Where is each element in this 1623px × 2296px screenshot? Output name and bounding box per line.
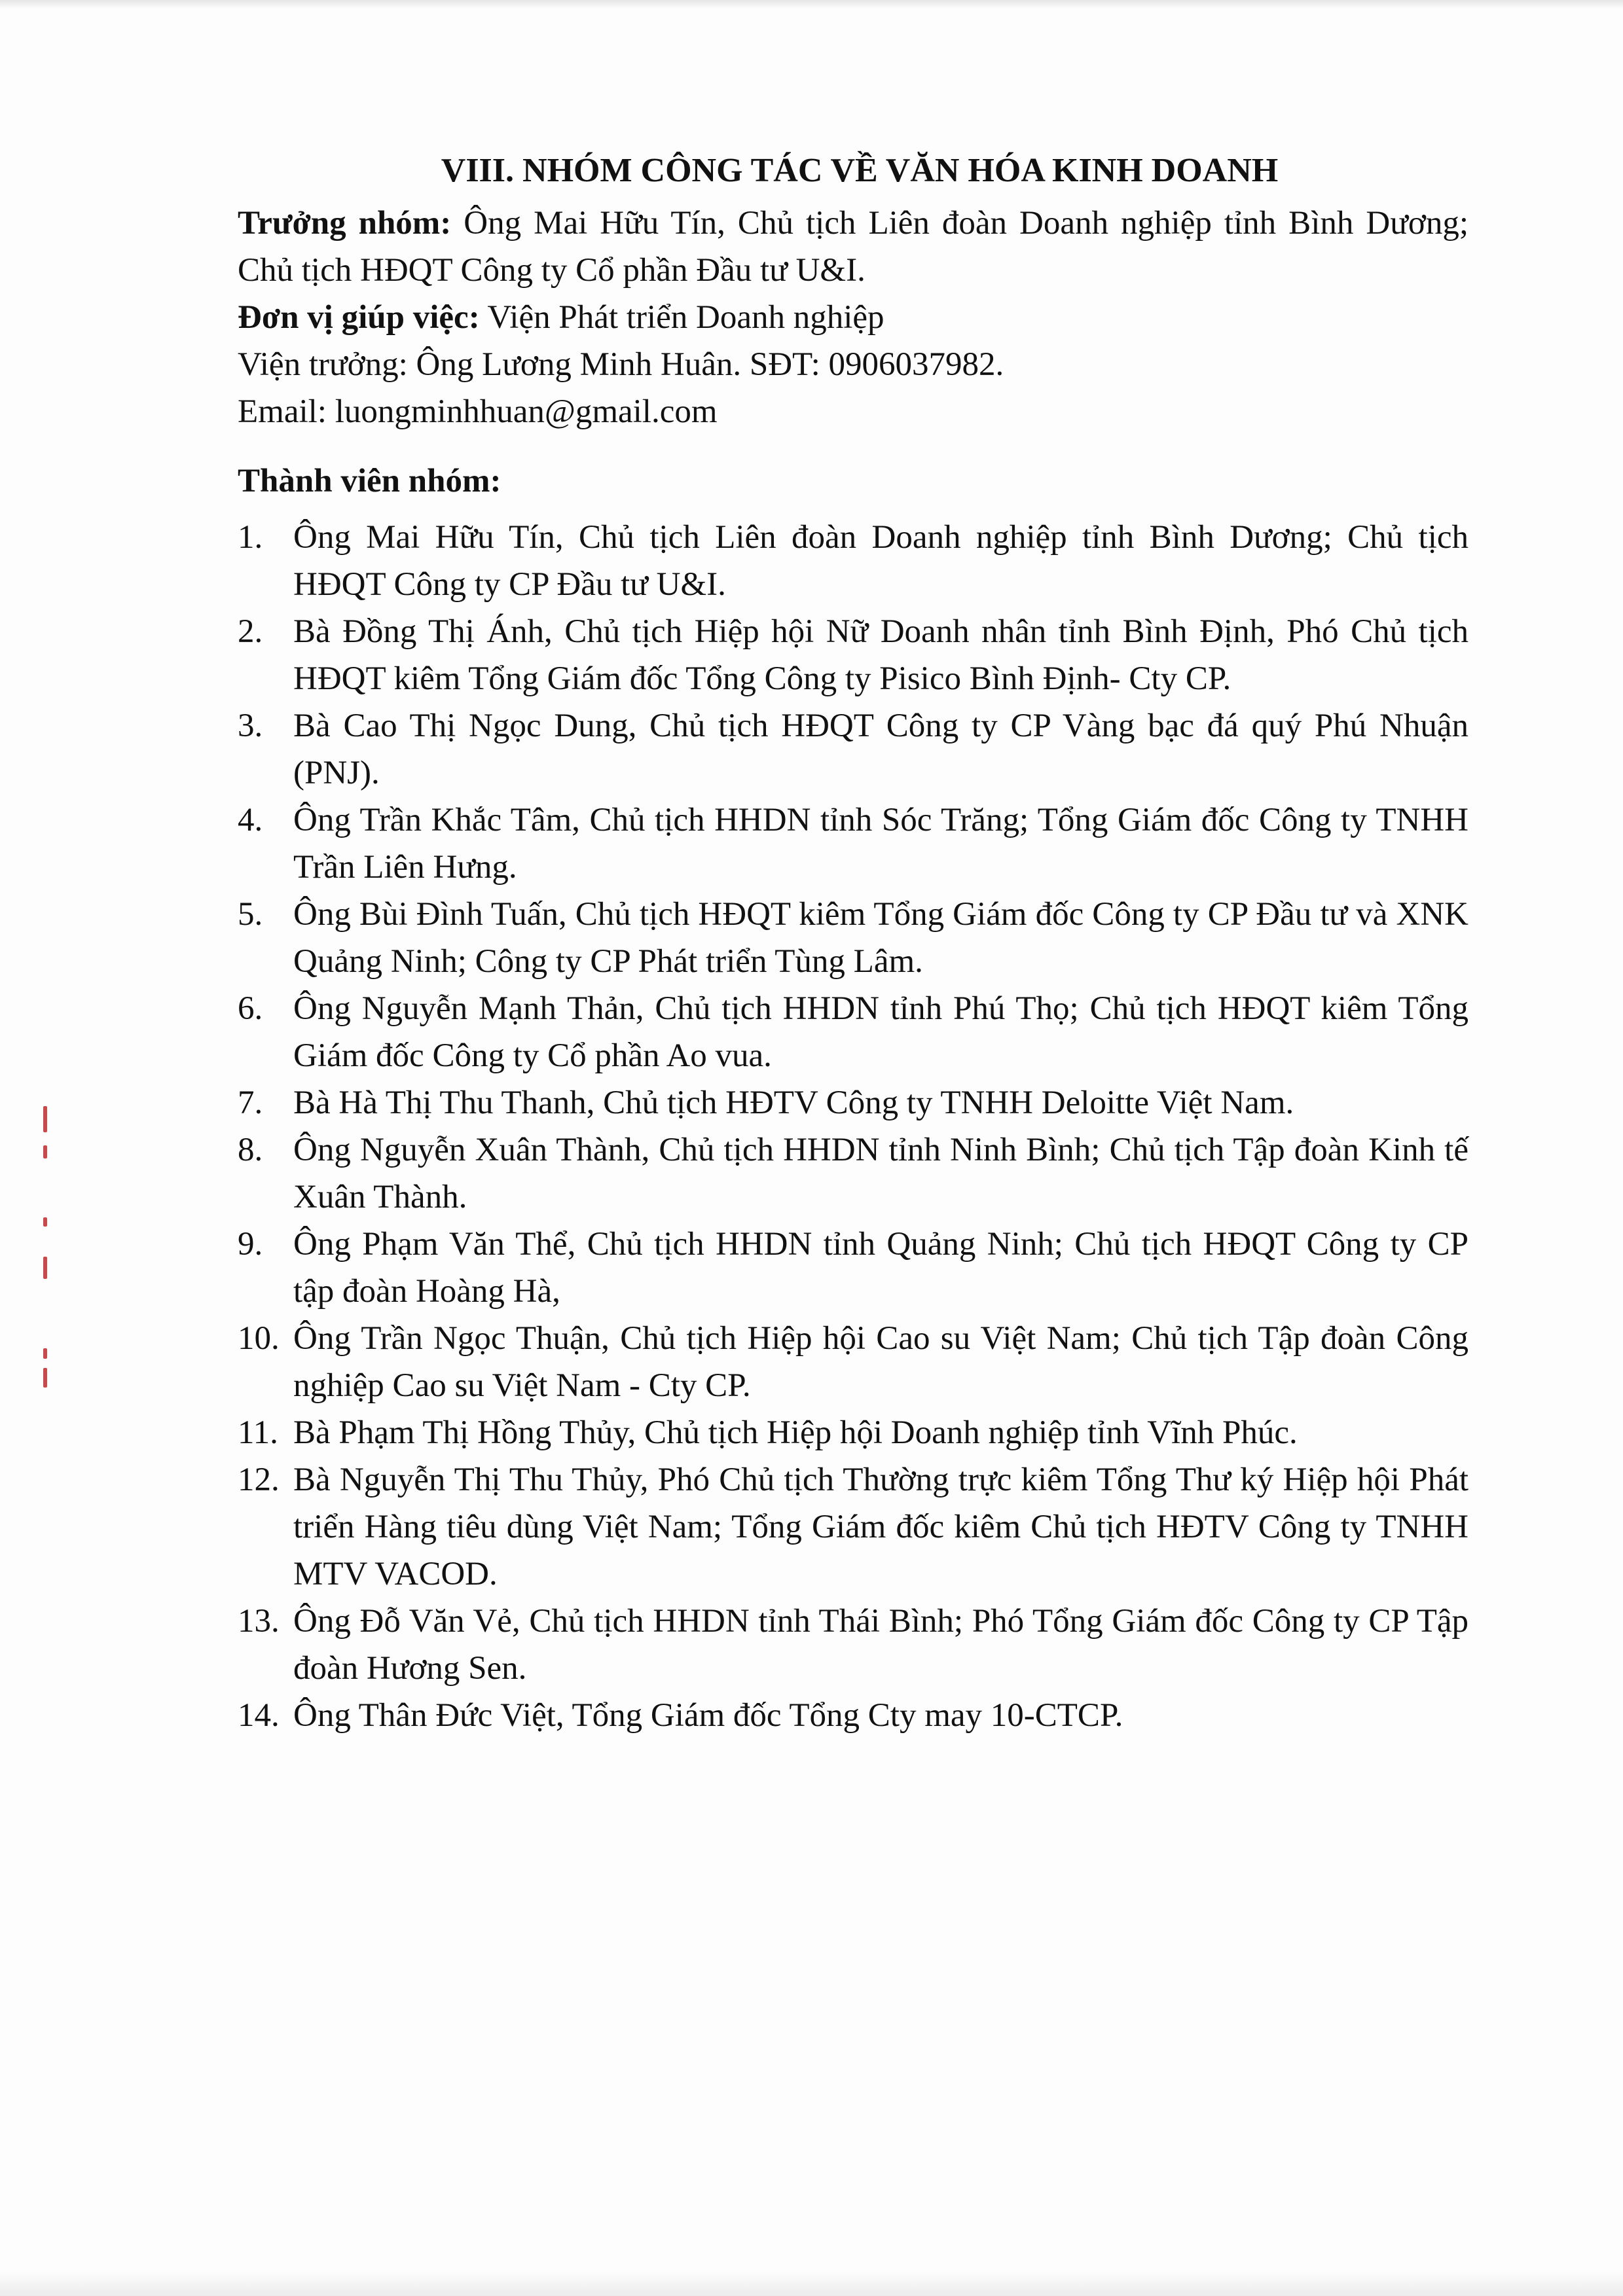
email-line: Email: luongminhhuan@gmail.com [238,393,718,430]
list-item-number: 8. [238,1132,263,1168]
list-item [238,797,1468,891]
list-item-number: 9. [238,1226,263,1263]
list-item-number: 5. [238,896,263,933]
list-item-text: Bà Phạm Thị Hồng Thủy, Chủ tịch Hiệp hội Doanh nghiệp tỉnh Vĩnh Phúc. [293,1414,1298,1451]
list-item-text: Ông Trần Ngọc Thuận, Chủ tịch Hiệp hội Cao su Việt Nam; Chủ tịch Tập đoàn Công nghiệp Cao su Việt Nam - Cty CP. [293,1320,1468,1404]
list-item [238,1456,1468,1598]
list-item-text: Bà Cao Thị Ngọc Dung, Chủ tịch HĐQT Công ty CP Vàng bạc đá quý Phú Nhuận (PNJ). [293,708,1468,791]
margin-mark [43,1106,47,1132]
list-item-number: 14. [238,1697,280,1734]
margin-mark [43,1217,47,1227]
list-item-number: 4. [238,802,263,838]
list-item-text: Bà Đồng Thị Ánh, Chủ tịch Hiệp hội Nữ Doanh nhân tỉnh Bình Định, Phó Chủ tịch HĐQT kiêm Tổng Giám đốc Tổng Công ty Pisico Bình Định- Cty CP. [293,613,1468,697]
list-item-text: Ông Trần Khắc Tâm, Chủ tịch HHDN tỉnh Sóc Trăng; Tổng Giám đốc Công ty TNHH Trần Liên Hưng. [293,802,1468,886]
list-item-number: 1. [238,519,263,556]
margin-mark [43,1145,47,1158]
leader-label: Trưởng nhóm: [238,205,452,242]
list-item-text: Ông Thân Đức Việt, Tổng Giám đốc Tổng Cty may 10-CTCP. [293,1697,1123,1734]
group-leader [238,200,1468,294]
list-item-number: 11. [238,1414,278,1451]
list-item [238,985,1468,1079]
list-item [238,1409,1468,1456]
list-item-number: 13. [238,1603,280,1640]
scan-edge-top [0,0,1623,9]
margin-mark [43,1257,47,1279]
margin-mark [43,1368,47,1388]
list-item-number: 2. [238,613,263,650]
list-item [238,891,1468,985]
director-line: Viện trưởng: Ông Lương Minh Huân. SĐT: 0906037982. [238,346,1004,383]
list-item-number: 7. [238,1085,263,1121]
list-item [238,514,1468,608]
margin-mark [43,1348,47,1359]
list-item-text: Ông Nguyễn Mạnh Thản, Chủ tịch HHDN tỉnh Phú Thọ; Chủ tịch HĐQT kiêm Tổng Giám đốc Công ty Cổ phần Ao vua. [293,990,1468,1074]
list-item [238,1598,1468,1692]
scan-edge-bottom [0,2271,1623,2296]
support-unit [238,294,1468,341]
list-item-number: 3. [238,708,263,744]
list-item-number: 12. [238,1462,280,1498]
list-item [238,608,1468,702]
list-item-text: Bà Nguyễn Thị Thu Thủy, Phó Chủ tịch Thường trực kiêm Tổng Thư ký Hiệp hội Phát triển Hàng tiêu dùng Việt Nam; Tổng Giám đốc kiêm Chủ tịch HĐTV Công ty TNHH MTV VACOD. [293,1462,1468,1592]
list-item [238,1315,1468,1409]
list-item-number: 10. [238,1320,280,1357]
list-item-text: Bà Hà Thị Thu Thanh, Chủ tịch HĐTV Công ty TNHH Deloitte Việt Nam. [293,1085,1294,1121]
members-list [238,514,1468,1739]
list-item [238,1692,1468,1739]
list-item-text: Ông Mai Hữu Tín, Chủ tịch Liên đoàn Doanh nghiệp tỉnh Bình Dương; Chủ tịch HĐQT Công ty CP Đầu tư U&I. [293,519,1468,603]
list-item [238,1126,1468,1221]
support-text: Viện Phát triển Doanh nghiệp [487,299,884,336]
margin-binding-marks [39,1106,59,1407]
list-item-text: Ông Bùi Đình Tuấn, Chủ tịch HĐQT kiêm Tổng Giám đốc Công ty CP Đầu tư và XNK Quảng Ninh; Công ty CP Phát triển Tùng Lâm. [293,896,1468,980]
list-item [238,1221,1468,1315]
list-item-text: Ông Nguyễn Xuân Thành, Chủ tịch HHDN tỉnh Ninh Bình; Chủ tịch Tập đoàn Kinh tế Xuân Thành. [293,1132,1468,1215]
list-item-text: Ông Đỗ Văn Vẻ, Chủ tịch HHDN tỉnh Thái Bình; Phó Tổng Giám đốc Công ty CP Tập đoàn Hương Sen. [293,1603,1468,1687]
members-heading: Thành viên nhóm: [238,463,501,499]
list-item-text: Ông Phạm Văn Thể, Chủ tịch HHDN tỉnh Quảng Ninh; Chủ tịch HĐQT Công ty CP tập đoàn Hoàng Hà, [293,1226,1468,1310]
list-item [238,1079,1468,1126]
document-body [238,147,1468,1739]
section-title: VIII. NHÓM CÔNG TÁC VỀ VĂN HÓA KINH DOANH [441,152,1279,189]
list-item-number: 6. [238,990,263,1027]
support-label: Đơn vị giúp việc: [238,299,480,336]
list-item [238,702,1468,797]
leader-text: Ông Mai Hữu Tín, Chủ tịch Liên đoàn Doanh nghiệp tỉnh Bình Dương; Chủ tịch HĐQT Công ty Cổ phần Đầu tư U&I. [238,205,1468,289]
